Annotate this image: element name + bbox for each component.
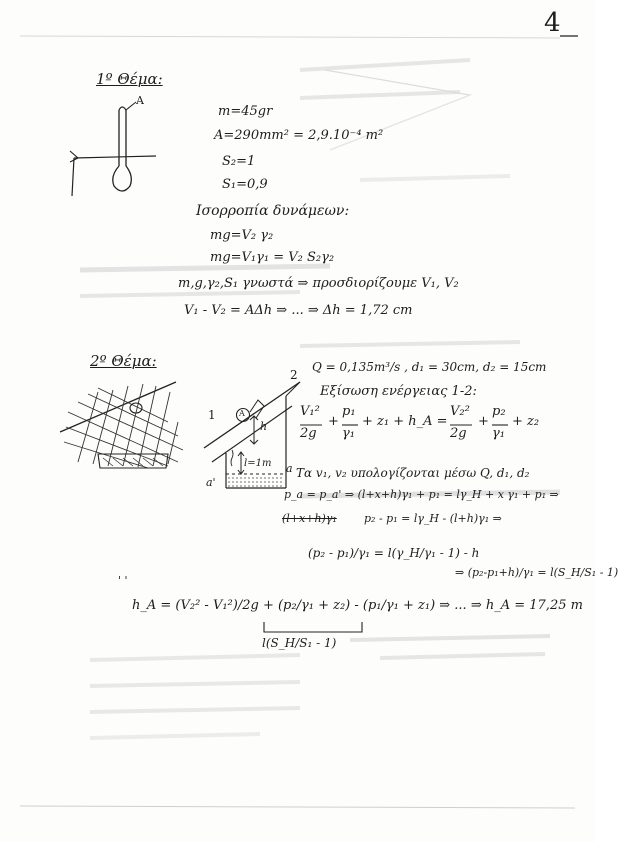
equilibrium-title: Ισορροπία δυνάμεων: xyxy=(196,203,350,219)
velocities-note: Τα v₁, v₂ υπολογίζονται μέσω Q, d₁, d₂ xyxy=(296,466,530,480)
page-number: 4 xyxy=(544,8,561,38)
energy-equation xyxy=(300,404,590,454)
hydrometer-sketch xyxy=(66,96,156,208)
given-s2: S₂=1 xyxy=(222,154,256,169)
energy-p1-den: γ₁ xyxy=(342,426,355,441)
topic2-givens: Q = 0,135m³/s , d₁ = 30cm, d₂ = 15cm xyxy=(312,360,547,374)
hatched-sketch xyxy=(58,372,188,472)
result-line: V₁ - V₂ = AΔh ⇒ ... ⇒ Δh = 1,72 cm xyxy=(184,303,413,318)
energy-p1-num: p₁ xyxy=(342,404,356,419)
energy-p2-num: p₂ xyxy=(492,404,506,419)
page-number-dash xyxy=(560,34,580,38)
stray-mark: ' ' xyxy=(118,574,128,587)
final-head-equation: h_A = (V₂² - V₁²)/2g + (p₂/γ₁ + z₂) - (p₁/γ₁ + z₁) ⇒ ... ⇒ h_A = 17,25 m xyxy=(132,598,583,613)
topic2-heading: 2º Θέμα: xyxy=(90,352,157,370)
given-s1: S₁=0,9 xyxy=(222,177,268,192)
sketch-label-section1: 1 xyxy=(208,408,216,422)
struck-out-term: (l+x+h)γ₁ xyxy=(282,512,337,525)
energy-v2-den: 2g xyxy=(450,426,467,441)
sketch-label-a: a xyxy=(286,462,293,475)
energy-rhs-tail: + z₂ xyxy=(512,414,540,429)
equilibrium-eq1: mg=V₂ γ₂ xyxy=(210,228,274,243)
given-area: A=290mm² = 2,9.10⁻⁴ m² xyxy=(214,128,384,143)
underbrace xyxy=(262,620,372,636)
energy-plus-1: + xyxy=(328,414,339,429)
sketch-label-l: l=1m xyxy=(244,458,272,469)
energy-v1-num: V₁² xyxy=(300,404,320,419)
energy-p2-den: γ₁ xyxy=(492,426,505,441)
hydrometer-label-a: A xyxy=(136,94,144,107)
sketch-label-h: h xyxy=(260,420,268,433)
sketch-label-section2: 2 xyxy=(290,368,298,382)
given-mass: m=45gr xyxy=(218,104,273,119)
pressure-difference-line: p₂ - p₁ = lγ_H - (l+h)γ₁ ⇒ xyxy=(364,512,502,525)
sketch-label-gauge-a: A xyxy=(239,409,245,418)
energy-equation-title: Εξίσωση ενέργειας 1-2: xyxy=(320,384,477,399)
known-quantities-line: m,g,γ₂,S₁ γνωστά ⇒ προσδιορίζουμε V₁, V₂ xyxy=(178,276,459,291)
energy-v2-num: V₂² xyxy=(450,404,470,419)
energy-fraction-bars xyxy=(300,404,540,454)
energy-plus-2: + xyxy=(478,414,489,429)
underbrace-label: l(S_H/S₁ - 1) xyxy=(262,636,337,650)
energy-v1-den: 2g xyxy=(300,426,317,441)
sketch-label-a-prime: a' xyxy=(206,476,216,489)
topic1-heading: 1º Θέμα: xyxy=(96,70,163,88)
energy-lhs-tail: + z₁ + h_A = xyxy=(362,414,448,429)
pressure-ratio-left: (p₂ - p₁)/γ₁ = l(γ_H/γ₁ - 1) - h xyxy=(308,546,480,560)
equilibrium-eq2: mg=V₁γ₁ = V₂ S₂γ₂ xyxy=(210,250,335,265)
pressure-ratio-right: ⇒ (p₂-p₁+h)/γ₁ = l(S_H/S₁ - 1) xyxy=(455,566,618,579)
pressure-balance-line: p_a = p_a' ⇒ (l+x+h)γ₁ + p₁ = lγ_H + x γ₁ + p₁ ⇒ xyxy=(284,488,559,501)
